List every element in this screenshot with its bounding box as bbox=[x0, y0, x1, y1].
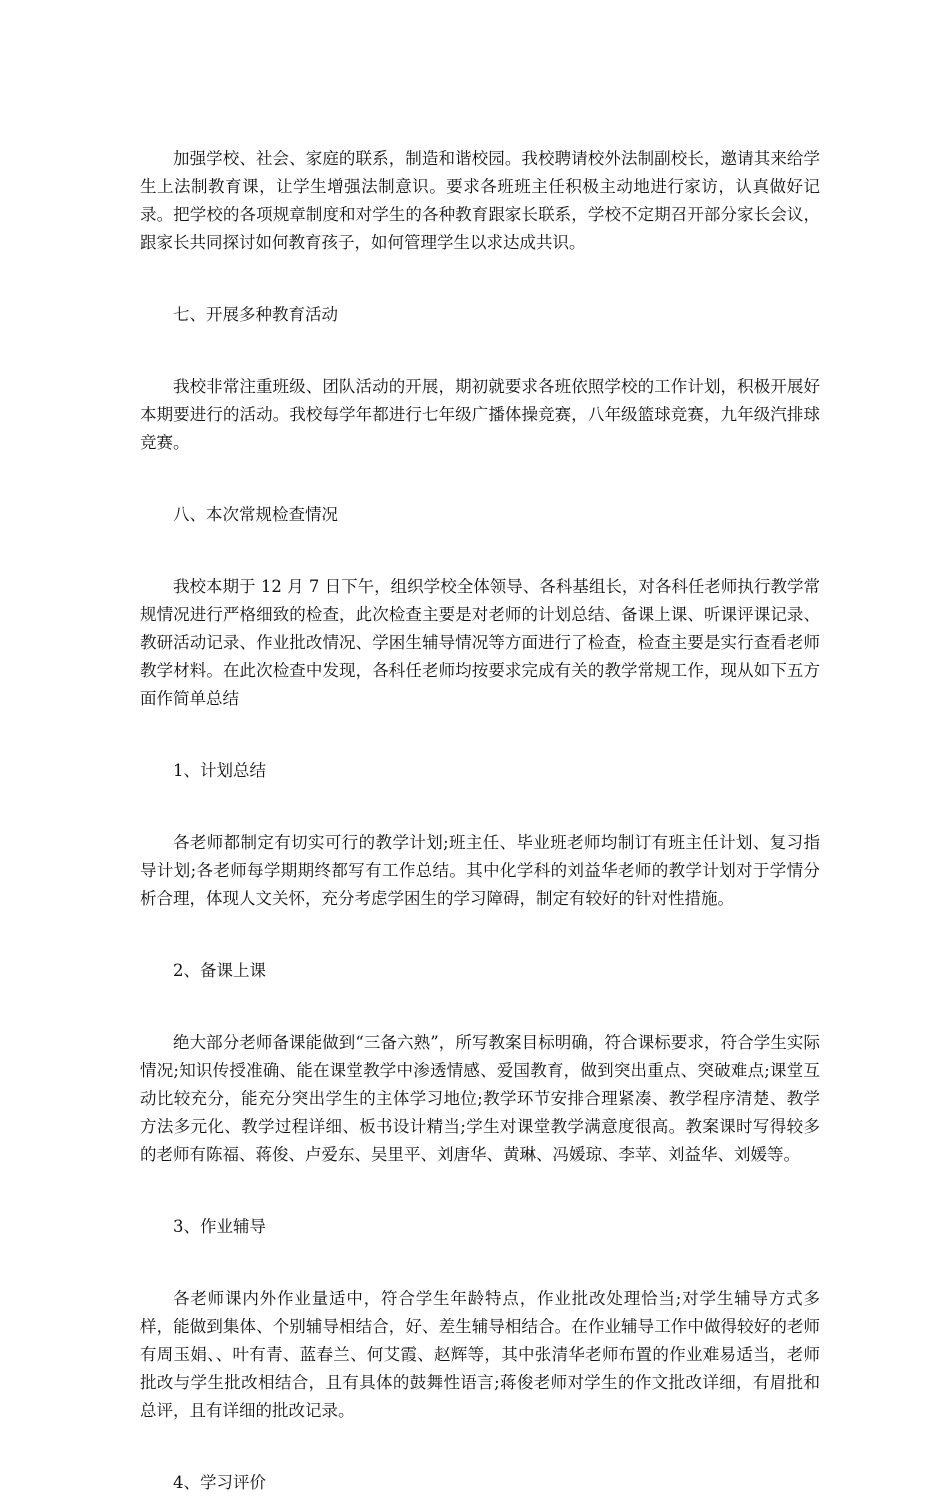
paragraph-gap bbox=[140, 257, 820, 301]
paragraph-inspection: 我校本期于 12 月 7 日下午，组织学校全体领导、各科基组长，对各科任老师执行教学常规情况进行严格细致的检查，此次检查主要是对老师的计划总结、备课上课、听课评课记录、教研活动记录、作业批改情况、学困生辅导情况等方面进行了检查，检查主要是实行查看老师教学材料。在此次检查中发现，各科任老师均按要求完成有关的教学常规工作，现从如下五方面作简单总结 bbox=[140, 577, 820, 708]
paragraph-activities: 我校非常注重班级、团队活动的开展，期初就要求各班依照学校的工作计划，积极开展好本期要进行的活动。我校每学年都进行七年级广播体操竞赛，八年级篮球竞赛，九年级汽排球竞赛。 bbox=[140, 377, 820, 452]
paragraph-plan-summary: 各老师都制定有切实可行的教学计划;班主任、毕业班老师均制订有班主任计划、复习指导计划;各老师每学期期终都写有工作总结。其中化学科的刘益华老师的教学计划对于学情分析合理，体现人文关怀，充分考虑学困生的学习障碍，制定有较好的针对性措施。 bbox=[140, 833, 820, 908]
paragraph-home-school-link: 加强学校、社会、家庭的联系，制造和谐校园。我校聘请校外法制副校长，邀请其来给学生上法制教育课，让学生增强法制意识。要求各班班主任积极主动地进行家访，认真做好记录。把学校的各项规章制度和对学生的各种教育跟家长联系，学校不定期召开部分家长会议，跟家长共同探讨如何教育孩子，如何管理学生以求达成共识。 bbox=[140, 149, 820, 252]
section-heading-8: 八、本次常规检查情况 bbox=[173, 505, 338, 524]
paragraph-gap bbox=[140, 713, 820, 757]
paragraph-gap bbox=[140, 457, 820, 501]
paragraph-gap bbox=[140, 529, 820, 573]
paragraph-gap bbox=[140, 1241, 820, 1285]
subheading-lesson-prep: 2、备课上课 bbox=[173, 961, 266, 980]
paragraph-gap bbox=[140, 329, 820, 373]
paragraph-gap bbox=[140, 1169, 820, 1213]
paragraph-gap bbox=[140, 1425, 820, 1469]
section-heading-7: 七、开展多种教育活动 bbox=[173, 305, 338, 324]
paragraph-gap bbox=[140, 785, 820, 829]
subheading-homework: 3、作业辅导 bbox=[173, 1217, 266, 1236]
paragraph-gap bbox=[140, 913, 820, 957]
paragraph-gap bbox=[140, 985, 820, 1029]
paragraph-lesson-prep: 绝大部分老师备课能做到“三备六熟”，所写教案目标明确，符合课标要求，符合学生实际情况;知识传授准确、能在课堂教学中渗透情感、爱国教育，做到突出重点、突破难点;课堂互动比较充分，能充分突出学生的主体学习地位;教学环节安排合理紧凑、教学程序清楚、教学方法多元化、教学过程详细、板书设计精当;学生对课堂教学满意度很高。教案课时写得较多的老师有陈福、蒋俊、卢爱东、吴里平、刘唐华、黄琳、冯媛琼、李苹、刘益华、刘媛等。 bbox=[140, 1033, 820, 1164]
subheading-evaluation: 4、学习评价 bbox=[173, 1473, 266, 1492]
subheading-plan-summary: 1、计划总结 bbox=[173, 761, 266, 780]
paragraph-homework: 各老师课内外作业量适中，符合学生年龄特点，作业批改处理恰当;对学生辅导方式多样，能做到集体、个别辅导相结合，好、差生辅导相结合。在作业辅导工作中做得较好的老师有周玉娟、、叶有青、蓝春兰、何艾霞、赵辉等，其中张清华老师布置的作业难易适当，老师批改与学生批改相结合，且有具体的鼓舞性语言;蒋俊老师对学生的作文批改详细，有眉批和总评，且有详细的批改记录。 bbox=[140, 1289, 820, 1420]
